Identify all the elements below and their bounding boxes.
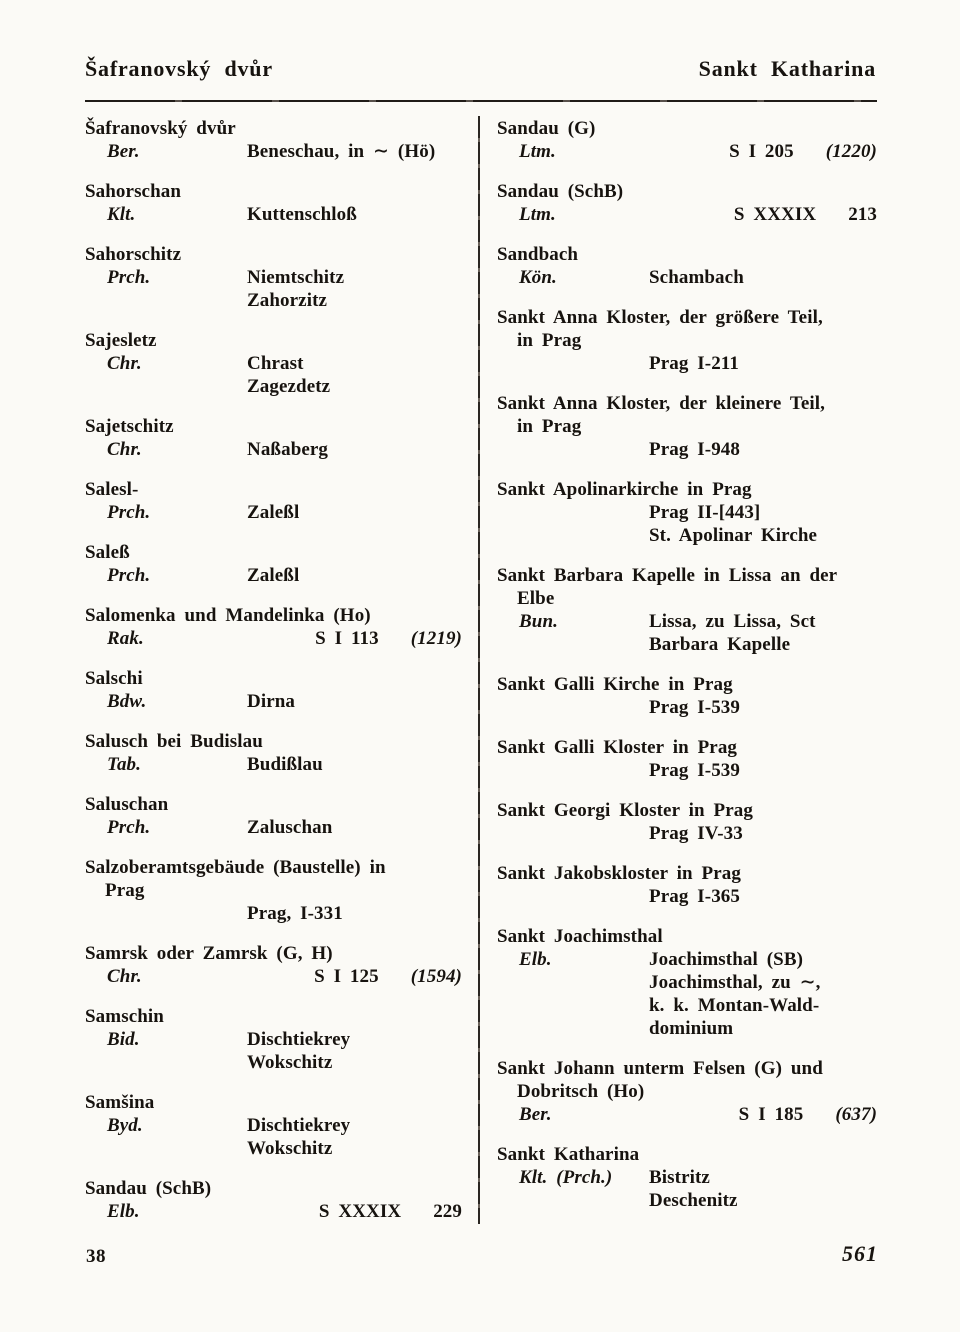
entry-body-line (85, 501, 462, 524)
gloss-text: Joachimsthal (SB) (649, 949, 804, 970)
entry-reference-line (85, 1200, 462, 1223)
gloss-text: Zaluschan (247, 817, 333, 838)
entry-body-line (497, 822, 877, 845)
entry-reference-line (497, 1103, 877, 1126)
gloss-text: St. Apolinar Kirche (649, 525, 818, 546)
source-abbreviation: Bid. (107, 1029, 140, 1050)
gloss-text: Prag IV-33 (649, 823, 743, 844)
entry-headword-continuation: Prag (105, 880, 145, 901)
entry-headword: Salusch bei Budislau (85, 731, 263, 752)
gloss-text: Prag I-365 (649, 886, 741, 907)
source-abbreviation: Rak. (107, 628, 144, 649)
entry-headword: Sandau (G) (497, 118, 596, 139)
source-abbreviation: Tab. (107, 754, 142, 775)
entry (497, 180, 877, 226)
entry-body-line (497, 948, 877, 971)
source-abbreviation: Elb. (519, 949, 552, 970)
entry (497, 243, 877, 289)
reference-detail: 213 (848, 204, 877, 225)
gloss-text: Zaleßl (247, 565, 300, 586)
entry-headword: Šafranovský dvůr (85, 118, 236, 139)
entry-headword: Salschi (85, 668, 143, 689)
gloss-text: k. k. Montan-Wald- (649, 995, 820, 1016)
entry-body-line (85, 352, 462, 375)
entry-reference-line (85, 627, 462, 650)
entry (497, 306, 877, 375)
gloss-text: Schambach (649, 267, 744, 288)
entry (497, 799, 877, 845)
entry-body-line (85, 1114, 462, 1137)
entry-headword: Samrsk oder Zamrsk (G, H) (85, 943, 333, 964)
entry (85, 478, 462, 524)
entry (497, 392, 877, 461)
reference-detail: (1594) (410, 966, 462, 987)
page-number-right: 561 (842, 1241, 878, 1266)
source-abbreviation: Chr. (107, 439, 142, 460)
reference-code: S I 205 (729, 141, 794, 162)
reference-code: S I 185 (738, 1104, 804, 1125)
entry (85, 117, 462, 163)
entry-body-line (85, 1137, 462, 1160)
entry (85, 604, 462, 650)
entry (85, 180, 462, 226)
entry-headword: Salesl- (85, 479, 139, 500)
entry-body-line (497, 438, 877, 461)
reference-detail: (637) (835, 1104, 877, 1125)
entry-headword: Sankt Joachimsthal (497, 926, 663, 947)
gloss-text: Prag II-[443] (649, 502, 761, 523)
entry-headword: Sajesletz (85, 330, 157, 351)
gloss-text: Zaleßl (247, 502, 300, 523)
gloss-text: Wokschitz (247, 1138, 333, 1159)
entry-body-line (497, 633, 877, 656)
entry (85, 856, 462, 925)
entry (85, 329, 462, 398)
gloss-text: Prag I-539 (649, 760, 741, 781)
gloss-text: Joachimsthal, zu ∼, (649, 972, 821, 993)
entry-headword: Saleß (85, 542, 130, 563)
gloss-text: Dischtiekrey (247, 1115, 351, 1136)
source-abbreviation: Ber. (519, 1104, 552, 1125)
source-abbreviation: Klt. (107, 204, 136, 225)
entry-headword-continuation: in Prag (517, 330, 582, 351)
gloss-text: Dischtiekrey (247, 1029, 351, 1050)
gloss-text: Lissa, zu Lissa, Sct (649, 611, 816, 632)
entry (497, 117, 877, 163)
reference-detail: (1219) (410, 628, 462, 649)
source-abbreviation: Prch. (107, 565, 151, 586)
entry-body-line (85, 902, 462, 925)
entry-headword: Samšina (85, 1092, 155, 1113)
entry-body-line (497, 696, 877, 719)
entry-body-line (85, 266, 462, 289)
source-abbreviation: Klt. (Prch.) (519, 1167, 613, 1188)
entry-body-line (497, 352, 877, 375)
gloss-text: Budißlau (247, 754, 323, 775)
entry (497, 478, 877, 547)
entry-body-line (497, 759, 877, 782)
entry (497, 1057, 877, 1126)
entry (85, 243, 462, 312)
entry-body-line (497, 994, 877, 1017)
entry-body-line (85, 1051, 462, 1074)
entry-headword: Sandbach (497, 244, 579, 265)
entry (85, 1177, 462, 1223)
gloss-text: Deschenitz (649, 1190, 738, 1211)
source-abbreviation: Prch. (107, 267, 151, 288)
reference-code: S I 113 (315, 628, 379, 649)
gloss-text: Dirna (247, 691, 295, 712)
gloss-text: Zagezdetz (247, 376, 331, 397)
entry-headword-continuation: in Prag (517, 416, 582, 437)
entry-body-line (85, 375, 462, 398)
entry (497, 925, 877, 1040)
entry-body-line (85, 289, 462, 312)
entry-body-line (497, 971, 877, 994)
gloss-text: Beneschau, in ∼ (Hö) (247, 141, 436, 162)
entry (85, 541, 462, 587)
entry-headword: Sankt Galli Kirche in Prag (497, 674, 733, 695)
entry-body-line (85, 1028, 462, 1051)
entry-body-line (497, 501, 877, 524)
column-divider (478, 116, 480, 1224)
gloss-text: dominium (649, 1018, 734, 1039)
header-rule (85, 100, 877, 102)
entry-body-line (85, 203, 462, 226)
entry-headword: Sandau (SchB) (85, 1178, 212, 1199)
entry-headword-continuation: Elbe (517, 588, 555, 609)
running-header-left: Šafranovský dvůr (85, 56, 273, 81)
source-abbreviation: Byd. (107, 1115, 143, 1136)
entry-body-line (497, 266, 877, 289)
entry-headword: Sankt Galli Kloster in Prag (497, 737, 738, 758)
entry-headword: Salzoberamtsgebäude (Baustelle) in (85, 857, 386, 878)
entry-headword: Salomenka und Mandelinka (Ho) (85, 605, 371, 626)
source-abbreviation: Ltm. (519, 204, 556, 225)
gloss-text: Barbara Kapelle (649, 634, 791, 655)
running-header-right: Sankt Katharina (698, 56, 876, 81)
entry-headword: Sandau (SchB) (497, 181, 624, 202)
entry-reference-line (85, 965, 462, 988)
entry (85, 667, 462, 713)
entry (497, 673, 877, 719)
entry (497, 1143, 877, 1212)
entry (85, 415, 462, 461)
entry-headword: Sajetschitz (85, 416, 174, 437)
page-number-left: 38 (86, 1246, 106, 1267)
entry-body-line (85, 564, 462, 587)
source-abbreviation: Prch. (107, 817, 151, 838)
entry-body-line (85, 753, 462, 776)
gloss-text: Bistritz (649, 1167, 710, 1188)
entry-headword: Sankt Anna Kloster, der kleinere Teil, (497, 393, 826, 414)
entry-headword: Sankt Barbara Kapelle in Lissa an der (497, 565, 838, 586)
entry-headword-continuation: Dobritsch (Ho) (517, 1081, 645, 1102)
entry (85, 793, 462, 839)
column-left (85, 117, 462, 1240)
source-abbreviation: Bun. (519, 611, 558, 632)
entry-body-line (85, 816, 462, 839)
entry-body-line (497, 610, 877, 633)
gloss-text: Prag, I-331 (247, 903, 343, 924)
entry-body-line (497, 1017, 877, 1040)
entry-headword: Sankt Katharina (497, 1144, 640, 1165)
source-abbreviation: Ber. (107, 141, 140, 162)
entry-body-line (85, 690, 462, 713)
entry (85, 942, 462, 988)
entry-headword: Sankt Johann unterm Felsen (G) und (497, 1058, 823, 1079)
entry (497, 564, 877, 656)
entry (497, 862, 877, 908)
reference-detail: (1220) (825, 141, 877, 162)
entry-body-line (497, 524, 877, 547)
gloss-text: Kuttenschloß (247, 204, 357, 225)
entry (85, 1005, 462, 1074)
gloss-text: Niemtschitz (247, 267, 345, 288)
reference-code: S XXXIX (733, 204, 817, 225)
entry-headword: Sahorschan (85, 181, 182, 202)
entry-headword: Sahorschitz (85, 244, 182, 265)
entry (85, 1091, 462, 1160)
entry-headword: Sankt Jakobskloster in Prag (497, 863, 741, 884)
reference-detail: 229 (433, 1201, 462, 1222)
gloss-text: Zahorzitz (247, 290, 328, 311)
entry-headword: Sankt Anna Kloster, der größere Teil, (497, 307, 823, 328)
entry-reference-line (497, 203, 877, 226)
entry-body-line (85, 140, 462, 163)
gloss-text: Naßaberg (247, 439, 329, 460)
entry-reference-line (497, 140, 877, 163)
gloss-text: Prag I-539 (649, 697, 741, 718)
entry (497, 736, 877, 782)
reference-code: S XXXIX (318, 1201, 402, 1222)
entry-headword: Saluschan (85, 794, 169, 815)
entry-headword: Sankt Georgi Kloster in Prag (497, 800, 753, 821)
entry-body-line (497, 885, 877, 908)
column-right (497, 117, 877, 1229)
entry-body-line (85, 438, 462, 461)
gloss-text: Chrast (247, 353, 304, 374)
source-abbreviation: Prch. (107, 502, 151, 523)
source-abbreviation: Chr. (107, 353, 142, 374)
source-abbreviation: Elb. (107, 1201, 140, 1222)
gloss-text: Wokschitz (247, 1052, 333, 1073)
source-abbreviation: Kön. (519, 267, 557, 288)
entry-headword: Samschin (85, 1006, 164, 1027)
entry-body-line (497, 1166, 877, 1189)
reference-code: S I 125 (314, 966, 379, 987)
gloss-text: Prag I-211 (649, 353, 739, 374)
source-abbreviation: Chr. (107, 966, 142, 987)
source-abbreviation: Ltm. (519, 141, 556, 162)
gloss-text: Prag I-948 (649, 439, 741, 460)
source-abbreviation: Bdw. (107, 691, 147, 712)
entry-body-line (497, 1189, 877, 1212)
entry (85, 730, 462, 776)
entry-headword: Sankt Apolinarkirche in Prag (497, 479, 752, 500)
